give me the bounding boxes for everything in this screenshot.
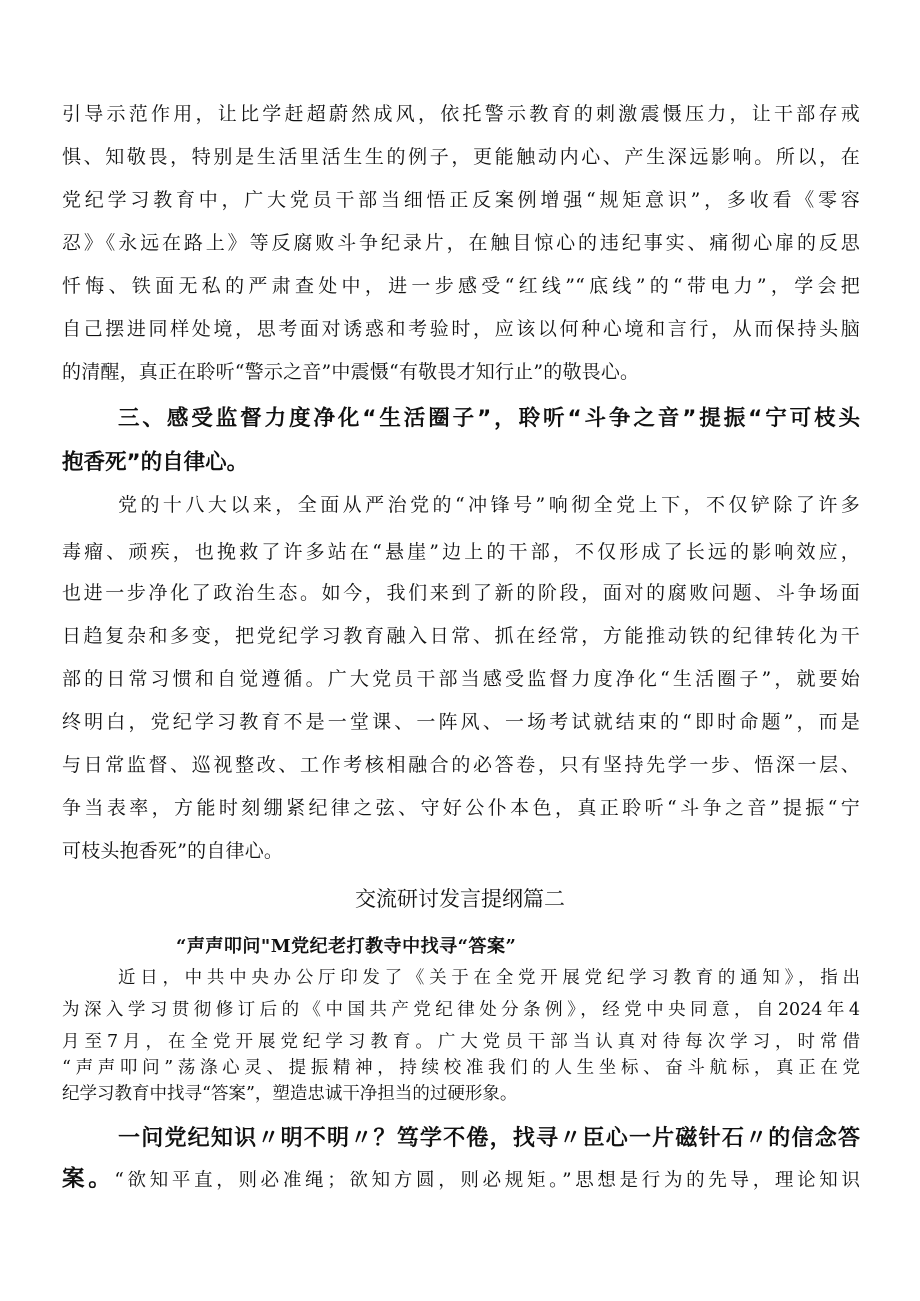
question-heading-end: 案。 <box>62 1166 115 1192</box>
text-line: 争当表率，方能时刻绷紧纪律之弦、守好公仆本色，真正聆听“斗争之音”提振“宁 <box>62 797 860 819</box>
text-line: 终明白，党纪学习教育不是一堂课、一阵风、一场考试就结束的“即时命题”，而是 <box>62 711 860 733</box>
text-line: 忍》《永远在路上》等反腐败斗争纪录片，在触目惊心的违纪事实、痛彻心扉的反思 <box>62 232 860 254</box>
text-line: 月至7月，在全党开展党纪学习教育。广大党员干部当认真对待每次学习，时常借 <box>62 1032 860 1052</box>
text-line: 的清醒，真正在聆听“警示之音”中震慑“有敬畏才知行止”的敬畏心。 <box>62 361 640 383</box>
text-line: 为深入学习贯彻修订后的《中国共产党纪律处分条例》，经党中央同意，自2024年4 <box>62 1000 860 1020</box>
heading-line: 三、感受监督力度净化“生活圈子”，聆听“斗争之音”提振“宁可枝头 <box>118 406 860 431</box>
quote-text: “欲知平直，则必准绳；欲知方圆，则必规矩。”思想是行为的先导，理论知识 <box>114 1170 860 1191</box>
text-line: 忏悔、铁面无私的严肃查处中，进一步感受“红线”“底线”的“带电力”，学会把 <box>62 275 860 297</box>
text-line: 日趋复杂和多变，把党纪学习教育融入日常、抓在经常，方能推动铁的纪律转化为干 <box>62 625 860 647</box>
text-line: 引导示范作用，让比学赶超蔚然成风，依托警示教育的刺激震慑压力，让干部存戒 <box>62 103 860 125</box>
text-line: 自己摆进同样处境，思考面对诱惑和考验时，应该以何种心境和言行，从而保持头脑 <box>62 318 860 340</box>
question-heading-line: 一问党纪知识〃明不明〃？笃学不倦，找寻〃臣心一片磁针石〃的信念答 <box>118 1126 860 1151</box>
article-subtitle: “声声叩问"M党纪老打教寺中找寻“答案” <box>176 936 517 957</box>
text-line: 纪学习教育中找寻“答案”，塑造忠诚干净担当的过硬形象。 <box>62 1084 518 1104</box>
text-line <box>62 1164 860 1196</box>
text-line: 与日常监督、巡视整改、工作考核相融合的必答卷，只有坚持先学一步、悟深一层、 <box>62 754 860 776</box>
heading-line: 抱香死”的自律心。 <box>62 450 249 475</box>
text-line: 可枝头抱香死”的自律心。 <box>62 840 284 862</box>
text-line: 党纪学习教育中，广大党员干部当细悟正反案例增强“规矩意识”，多收看《零容 <box>62 189 860 211</box>
text-line: “声声叩问”荡涤心灵、提振精神，持续校准我们的人生坐标、奋斗航标，真正在党 <box>62 1058 860 1078</box>
text-line: 也进一步净化了政治生态。如今，我们来到了新的阶段，面对的腐败问题、斗争场面 <box>62 582 860 604</box>
text-line: 部的日常习惯和自觉遵循。广大党员干部当感受监督力度净化“生活圈子”，就要始 <box>62 668 860 690</box>
text-line: 党的十八大以来，全面从严治党的“冲锋号”响彻全党上下，不仅铲除了许多 <box>118 494 860 516</box>
text-line: 毒瘤、顽疾，也挽救了许多站在“悬崖”边上的干部，不仅形成了长远的影响效应， <box>62 541 860 563</box>
text-line: 近日，中共中央办公厅印发了《关于在全党开展党纪学习教育的通知》，指出 <box>118 968 860 988</box>
section-title: 交流研讨发言提纲篇二 <box>355 887 565 911</box>
text-line: 惧、知敬畏，特别是生活里活生生的例子，更能触动内心、产生深远影响。所以，在 <box>62 146 860 168</box>
